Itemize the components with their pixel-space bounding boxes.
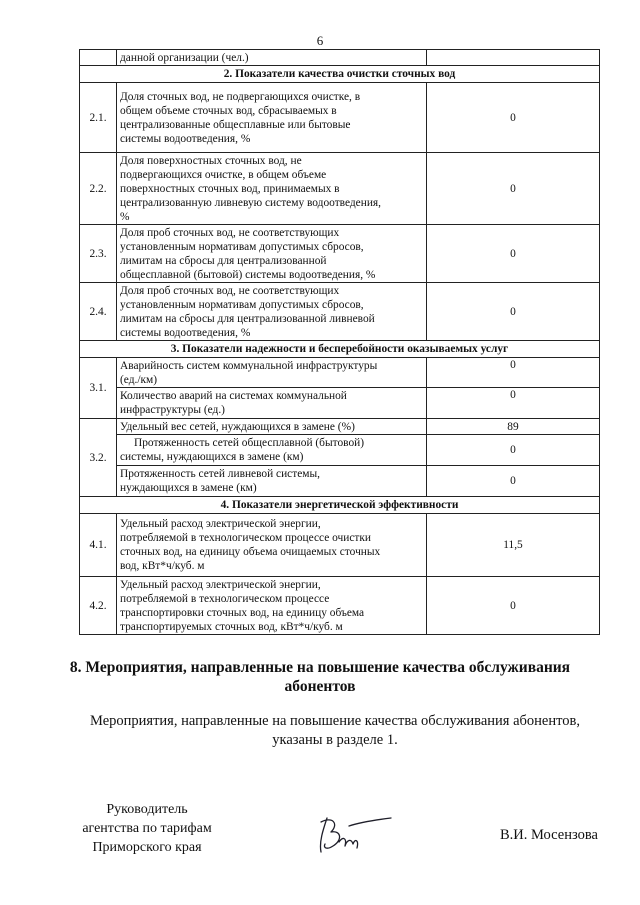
desc-line: Протяженность сетей ливневой системы, bbox=[120, 468, 320, 480]
row-value: 0 bbox=[427, 153, 600, 225]
heading-line: 8. Мероприятия, направленные на повышение качества обслуживания bbox=[69, 659, 571, 676]
title-line: Руководитель bbox=[106, 802, 188, 817]
desc-line: транспортируемых сточных вод, кВт*ч/куб. м bbox=[120, 620, 343, 633]
row-value bbox=[427, 50, 600, 66]
table-row bbox=[80, 388, 600, 419]
desc-line: Удельный расход электрической энергии, bbox=[120, 578, 321, 591]
desc-line: общесплавной (бытовой) системы водоотведения, % bbox=[120, 268, 376, 281]
indicators-table bbox=[79, 49, 600, 635]
row-description bbox=[117, 577, 427, 635]
row-number: 2.1. bbox=[80, 83, 117, 153]
desc-line: инфраструктуры (ед.) bbox=[120, 404, 225, 416]
desc-line: лимитам на сбросы для централизованной bbox=[120, 254, 327, 267]
section-header bbox=[80, 497, 600, 514]
row-description bbox=[117, 514, 427, 577]
signatory-name: В.И. Мосензова bbox=[500, 827, 598, 843]
row-description bbox=[117, 435, 427, 466]
desc-line: Аварийность систем коммунальной инфраструктуры bbox=[120, 359, 378, 372]
table-row bbox=[80, 153, 600, 225]
desc-line: Удельный расход электрической энергии, bbox=[120, 518, 321, 530]
row-description bbox=[117, 225, 427, 283]
desc-line: Протяженность сетей общесплавной (бытовой) bbox=[134, 437, 365, 449]
row-description bbox=[117, 283, 427, 341]
desc-line: централизованную ливневую систему водоотведения, bbox=[120, 196, 382, 209]
desc-line: лимитам на сбросы для централизованной ливневой bbox=[120, 312, 375, 325]
desc-line: общем объеме сточных вод, сбрасываемых в bbox=[120, 104, 337, 117]
table-row bbox=[80, 466, 600, 497]
row-description bbox=[117, 466, 427, 497]
section-2-title: 2. Показатели качества очистки сточных вод bbox=[80, 66, 600, 83]
desc-line: поверхностных сточных вод, принимаемых в bbox=[120, 182, 340, 195]
row-number: 3.2. bbox=[80, 419, 117, 497]
row-value: 0 bbox=[427, 466, 600, 497]
desc-line: транспортировки сточных вод, на единицу объема bbox=[120, 606, 365, 619]
desc-line: Доля проб сточных вод, не соответствующих bbox=[120, 226, 340, 239]
row-value: 0 bbox=[427, 283, 600, 341]
table-row bbox=[80, 435, 600, 466]
title-line: Приморского края bbox=[92, 840, 202, 855]
title-line: агентства по тарифам bbox=[82, 821, 212, 836]
table-row bbox=[80, 283, 600, 341]
signatory-title bbox=[62, 800, 232, 857]
section-8-text bbox=[70, 712, 600, 750]
section-8-heading bbox=[0, 658, 640, 696]
row-number: 2.2. bbox=[80, 153, 117, 225]
desc-line: системы водоотведения, % bbox=[120, 326, 251, 339]
table-row bbox=[80, 419, 600, 435]
desc-line: нуждающихся в замене (км) bbox=[120, 482, 257, 494]
section-header bbox=[80, 66, 600, 83]
table-row bbox=[80, 358, 600, 388]
row-description: данной организации (чел.) bbox=[117, 50, 427, 66]
row-number: 2.4. bbox=[80, 283, 117, 341]
desc-line: потребляемой в технологическом процессе очистки bbox=[120, 532, 372, 544]
desc-line: установленным нормативам допустимых сбросов, bbox=[120, 240, 364, 253]
row-value: 0 bbox=[427, 225, 600, 283]
desc-line: подвергающихся очистке, в общем объеме bbox=[120, 168, 327, 181]
table-row bbox=[80, 577, 600, 635]
desc-line: Доля поверхностных сточных вод, не bbox=[120, 154, 302, 167]
table-row bbox=[80, 83, 600, 153]
row-number: 4.1. bbox=[80, 514, 117, 577]
row-number: 3.1. bbox=[80, 358, 117, 419]
row-value: 89 bbox=[427, 419, 600, 435]
desc-line: % bbox=[120, 210, 130, 223]
row-value: 0 bbox=[427, 388, 600, 419]
table-row bbox=[80, 225, 600, 283]
handwritten-signature bbox=[313, 812, 403, 862]
desc-line: централизованные общесплавные или бытовые bbox=[120, 118, 351, 131]
desc-line: системы, нуждающихся в замене (км) bbox=[120, 451, 304, 463]
section-4-title: 4. Показатели энергетической эффективности bbox=[80, 497, 600, 514]
row-value: 0 bbox=[427, 358, 600, 388]
row-number: 2.3. bbox=[80, 225, 117, 283]
row-number bbox=[80, 50, 117, 66]
desc-line: Удельный вес сетей, нуждающихся в замене (%) bbox=[120, 420, 355, 433]
desc-line: установленным нормативам допустимых сбросов, bbox=[120, 298, 364, 311]
page-number: 6 bbox=[316, 33, 324, 48]
row-description bbox=[117, 83, 427, 153]
heading-line: абонентов bbox=[284, 678, 356, 695]
desc-line: Количество аварий на системах коммунальной bbox=[120, 390, 347, 402]
section-header bbox=[80, 341, 600, 358]
row-value: 0 bbox=[427, 577, 600, 635]
desc-line: потребляемой в технологическом процессе bbox=[120, 592, 330, 605]
desc-line: Доля сточных вод, не подвергающихся очистке, в bbox=[120, 90, 361, 103]
table-row bbox=[80, 50, 600, 66]
desc-line: Доля проб сточных вод, не соответствующих bbox=[120, 284, 340, 297]
desc-line: сточных вод, на единицу объема очищаемых сточных bbox=[120, 546, 381, 558]
row-value: 11,5 bbox=[427, 514, 600, 577]
row-value: 0 bbox=[427, 435, 600, 466]
desc-line: системы водоотведения, % bbox=[120, 132, 251, 145]
row-description bbox=[117, 388, 427, 419]
row-value: 0 bbox=[427, 83, 600, 153]
desc-line: (ед./км) bbox=[120, 373, 158, 386]
table-row bbox=[80, 514, 600, 577]
row-description bbox=[117, 153, 427, 225]
row-number: 4.2. bbox=[80, 577, 117, 635]
text-line: Мероприятия, направленные на повышение качества обслуживания абонентов, bbox=[90, 713, 580, 729]
section-3-title: 3. Показатели надежности и бесперебойности оказываемых услуг bbox=[80, 341, 600, 358]
text-line: указаны в разделе 1. bbox=[272, 732, 398, 748]
desc-line: вод, кВт*ч/куб. м bbox=[120, 560, 205, 572]
row-description bbox=[117, 358, 427, 388]
row-description bbox=[117, 419, 427, 435]
